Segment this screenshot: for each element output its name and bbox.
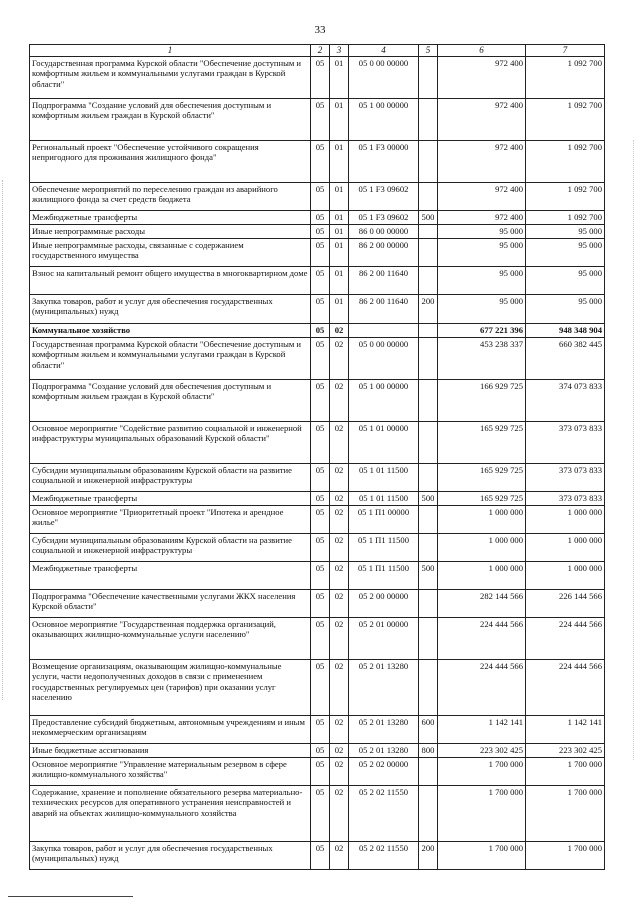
cell-name: Закупка товаров, работ и услуг для обеспечения государственных (муниципальных) нужд bbox=[30, 294, 311, 323]
cell-subsection: 02 bbox=[330, 533, 349, 561]
cell-subsection: 02 bbox=[330, 421, 349, 463]
cell-section: 05 bbox=[311, 210, 330, 224]
table-row bbox=[30, 323, 605, 337]
cell-target-code: 05 2 01 00000 bbox=[349, 617, 419, 659]
cell-target-code: 05 1 F3 09602 bbox=[349, 210, 419, 224]
cell-expense-type bbox=[419, 617, 438, 659]
footer-rule bbox=[8, 896, 133, 897]
cell-subsection: 02 bbox=[330, 505, 349, 533]
cell-amount-year1: 677 221 396 bbox=[438, 323, 526, 337]
cell-target-code: 05 0 00 00000 bbox=[349, 56, 419, 98]
cell-amount-year2: 1 000 000 bbox=[526, 533, 605, 561]
table-row bbox=[30, 561, 605, 589]
cell-amount-year1: 1 000 000 bbox=[438, 533, 526, 561]
cell-expense-type bbox=[419, 463, 438, 491]
cell-amount-year1: 166 929 725 bbox=[438, 379, 526, 421]
cell-amount-year1: 224 444 566 bbox=[438, 659, 526, 715]
cell-amount-year1: 972 400 bbox=[438, 56, 526, 98]
cell-expense-type bbox=[419, 505, 438, 533]
cell-amount-year2: 1 000 000 bbox=[526, 505, 605, 533]
cell-amount-year2: 1 700 000 bbox=[526, 841, 605, 869]
cell-expense-type bbox=[419, 140, 438, 182]
column-header: 1 bbox=[30, 45, 311, 57]
cell-expense-type: 600 bbox=[419, 715, 438, 743]
scan-artifact bbox=[2, 180, 4, 700]
cell-subsection: 02 bbox=[330, 589, 349, 617]
cell-expense-type bbox=[419, 98, 438, 140]
cell-name: Подпрограмма "Обеспечение качественными услугами ЖКХ населения Курской области" bbox=[30, 589, 311, 617]
cell-target-code: 05 1 01 00000 bbox=[349, 421, 419, 463]
cell-expense-type: 200 bbox=[419, 294, 438, 323]
cell-target-code: 05 1 П1 11500 bbox=[349, 561, 419, 589]
cell-name: Субсидии муниципальным образованиям Курской области на развитие социальной и инженерной инфраструктуры bbox=[30, 463, 311, 491]
cell-target-code: 05 2 02 00000 bbox=[349, 757, 419, 785]
cell-section: 05 bbox=[311, 421, 330, 463]
cell-section: 05 bbox=[311, 337, 330, 379]
table-row bbox=[30, 266, 605, 294]
cell-name: Иные непрограммные расходы, связанные с содержанием государственного имущества bbox=[30, 238, 311, 266]
table-row bbox=[30, 210, 605, 224]
table-header-row bbox=[30, 45, 605, 57]
cell-amount-year1: 165 929 725 bbox=[438, 491, 526, 505]
cell-name: Государственная программа Курской области "Обеспечение доступным и комфортным жильем и коммунальными услугами граждан в Курской области" bbox=[30, 56, 311, 98]
cell-section: 05 bbox=[311, 715, 330, 743]
cell-expense-type: 500 bbox=[419, 210, 438, 224]
cell-amount-year1: 972 400 bbox=[438, 140, 526, 182]
budget-table bbox=[29, 44, 605, 870]
cell-target-code: 05 1 П1 11500 bbox=[349, 533, 419, 561]
cell-amount-year2: 95 000 bbox=[526, 294, 605, 323]
cell-amount-year1: 1 700 000 bbox=[438, 841, 526, 869]
cell-subsection: 02 bbox=[330, 561, 349, 589]
cell-amount-year2: 1 700 000 bbox=[526, 785, 605, 841]
cell-name: Содержание, хранение и пополнение обязательного резерва материально-технических ресурсов для оперативного устранения неисправностей и аварий на объектах жилищно-коммунального хозяйства bbox=[30, 785, 311, 841]
table-row bbox=[30, 757, 605, 785]
scan-artifact bbox=[633, 140, 635, 760]
cell-subsection: 02 bbox=[330, 659, 349, 715]
cell-expense-type: 800 bbox=[419, 743, 438, 757]
cell-target-code: 05 1 00 00000 bbox=[349, 98, 419, 140]
cell-amount-year2: 224 444 566 bbox=[526, 617, 605, 659]
cell-name: Региональный проект "Обеспечение устойчивого сокращения непригодного для проживания жилищного фонда" bbox=[30, 140, 311, 182]
cell-amount-year2: 226 144 566 bbox=[526, 589, 605, 617]
cell-name: Закупка товаров, работ и услуг для обеспечения государственных (муниципальных) нужд bbox=[30, 841, 311, 869]
table-row bbox=[30, 491, 605, 505]
cell-subsection: 02 bbox=[330, 379, 349, 421]
table-row bbox=[30, 785, 605, 841]
cell-section: 05 bbox=[311, 533, 330, 561]
cell-name: Предоставление субсидий бюджетным, автономным учреждениям и иным некоммерческим организациям bbox=[30, 715, 311, 743]
cell-section: 05 bbox=[311, 323, 330, 337]
cell-amount-year1: 1 700 000 bbox=[438, 785, 526, 841]
cell-amount-year2: 948 348 904 bbox=[526, 323, 605, 337]
table-row bbox=[30, 743, 605, 757]
cell-expense-type bbox=[419, 238, 438, 266]
cell-target-code: 86 0 00 00000 bbox=[349, 224, 419, 238]
cell-subsection: 02 bbox=[330, 757, 349, 785]
cell-name: Межбюджетные трансферты bbox=[30, 561, 311, 589]
cell-expense-type bbox=[419, 785, 438, 841]
column-header: 2 bbox=[311, 45, 330, 57]
cell-amount-year2: 660 382 445 bbox=[526, 337, 605, 379]
cell-target-code: 05 2 02 11550 bbox=[349, 785, 419, 841]
column-header: 4 bbox=[349, 45, 419, 57]
cell-amount-year2: 374 073 833 bbox=[526, 379, 605, 421]
cell-amount-year2: 95 000 bbox=[526, 224, 605, 238]
cell-section: 05 bbox=[311, 238, 330, 266]
cell-section: 05 bbox=[311, 98, 330, 140]
cell-amount-year1: 95 000 bbox=[438, 266, 526, 294]
cell-amount-year2: 1 092 700 bbox=[526, 210, 605, 224]
cell-name: Межбюджетные трансферты bbox=[30, 491, 311, 505]
cell-expense-type bbox=[419, 266, 438, 294]
cell-amount-year1: 165 929 725 bbox=[438, 421, 526, 463]
cell-amount-year2: 1 092 700 bbox=[526, 182, 605, 210]
cell-section: 05 bbox=[311, 224, 330, 238]
cell-amount-year2: 373 073 833 bbox=[526, 463, 605, 491]
cell-target-code: 86 2 00 11640 bbox=[349, 294, 419, 323]
cell-section: 05 bbox=[311, 785, 330, 841]
cell-expense-type bbox=[419, 533, 438, 561]
cell-section: 05 bbox=[311, 841, 330, 869]
table-row bbox=[30, 337, 605, 379]
cell-subsection: 01 bbox=[330, 294, 349, 323]
cell-target-code: 86 2 00 11640 bbox=[349, 266, 419, 294]
cell-name: Субсидии муниципальным образованиям Курской области на развитие социальной и инженерной инфраструктуры bbox=[30, 533, 311, 561]
cell-amount-year2: 95 000 bbox=[526, 238, 605, 266]
cell-subsection: 02 bbox=[330, 715, 349, 743]
cell-amount-year1: 972 400 bbox=[438, 182, 526, 210]
cell-subsection: 01 bbox=[330, 98, 349, 140]
cell-amount-year1: 224 444 566 bbox=[438, 617, 526, 659]
cell-section: 05 bbox=[311, 617, 330, 659]
cell-amount-year2: 373 073 833 bbox=[526, 421, 605, 463]
cell-target-code: 05 2 01 13280 bbox=[349, 659, 419, 715]
cell-target-code: 05 1 00 00000 bbox=[349, 379, 419, 421]
cell-expense-type: 200 bbox=[419, 841, 438, 869]
cell-expense-type bbox=[419, 56, 438, 98]
cell-name: Государственная программа Курской области "Обеспечение доступным и комфортным жильем и коммунальными услугами граждан в Курской области" bbox=[30, 337, 311, 379]
cell-expense-type bbox=[419, 337, 438, 379]
cell-expense-type bbox=[419, 421, 438, 463]
cell-name: Взнос на капитальный ремонт общего имущества в многоквартирном доме bbox=[30, 266, 311, 294]
cell-amount-year2: 1 092 700 bbox=[526, 140, 605, 182]
cell-name: Основное мероприятие "Государственная поддержка организаций, оказывающих жилищно-коммунальные услуги населению" bbox=[30, 617, 311, 659]
cell-section: 05 bbox=[311, 56, 330, 98]
cell-target-code: 05 1 П1 00000 bbox=[349, 505, 419, 533]
table-row bbox=[30, 659, 605, 715]
cell-amount-year1: 95 000 bbox=[438, 238, 526, 266]
cell-expense-type bbox=[419, 659, 438, 715]
cell-target-code: 05 2 01 13280 bbox=[349, 743, 419, 757]
cell-name: Обеспечение мероприятий по переселению граждан из аварийного жилищного фонда за счет средств бюджета bbox=[30, 182, 311, 210]
cell-expense-type bbox=[419, 757, 438, 785]
table-row bbox=[30, 841, 605, 869]
page-number: 33 bbox=[314, 24, 326, 36]
cell-subsection: 02 bbox=[330, 785, 349, 841]
cell-name: Основное мероприятие "Приоритетный проект "Ипотека и арендное жилье" bbox=[30, 505, 311, 533]
table-row bbox=[30, 224, 605, 238]
cell-amount-year2: 223 302 425 bbox=[526, 743, 605, 757]
cell-name: Иные непрограммные расходы bbox=[30, 224, 311, 238]
table-row bbox=[30, 238, 605, 266]
cell-subsection: 01 bbox=[330, 238, 349, 266]
table-body bbox=[30, 56, 605, 869]
table-row bbox=[30, 589, 605, 617]
cell-target-code: 86 2 00 00000 bbox=[349, 238, 419, 266]
cell-amount-year2: 95 000 bbox=[526, 266, 605, 294]
table-row bbox=[30, 505, 605, 533]
cell-amount-year1: 1 700 000 bbox=[438, 757, 526, 785]
cell-section: 05 bbox=[311, 463, 330, 491]
cell-target-code: 05 2 00 00000 bbox=[349, 589, 419, 617]
cell-subsection: 01 bbox=[330, 224, 349, 238]
cell-expense-type: 500 bbox=[419, 561, 438, 589]
cell-amount-year1: 972 400 bbox=[438, 210, 526, 224]
cell-amount-year2: 1 092 700 bbox=[526, 56, 605, 98]
cell-expense-type bbox=[419, 589, 438, 617]
cell-subsection: 01 bbox=[330, 266, 349, 294]
cell-section: 05 bbox=[311, 561, 330, 589]
cell-amount-year1: 95 000 bbox=[438, 294, 526, 323]
cell-section: 05 bbox=[311, 757, 330, 785]
cell-name: Основное мероприятие "Управление материальным резервом в сфере жилищно-коммунального хозяйства" bbox=[30, 757, 311, 785]
cell-amount-year2: 1 142 141 bbox=[526, 715, 605, 743]
cell-name: Основное мероприятие "Содействие развитию социальной и инженерной инфраструктуры муниципальных образований Курской области" bbox=[30, 421, 311, 463]
cell-subsection: 02 bbox=[330, 617, 349, 659]
table-row bbox=[30, 182, 605, 210]
cell-target-code: 05 1 01 11500 bbox=[349, 491, 419, 505]
cell-subsection: 02 bbox=[330, 323, 349, 337]
cell-target-code bbox=[349, 323, 419, 337]
cell-amount-year2: 224 444 566 bbox=[526, 659, 605, 715]
cell-target-code: 05 2 01 13280 bbox=[349, 715, 419, 743]
cell-subsection: 01 bbox=[330, 56, 349, 98]
cell-expense-type bbox=[419, 379, 438, 421]
cell-amount-year2: 1 700 000 bbox=[526, 757, 605, 785]
cell-amount-year1: 1 142 141 bbox=[438, 715, 526, 743]
cell-section: 05 bbox=[311, 491, 330, 505]
table-row bbox=[30, 715, 605, 743]
table-row bbox=[30, 56, 605, 98]
table-row bbox=[30, 533, 605, 561]
cell-section: 05 bbox=[311, 589, 330, 617]
column-header: 7 bbox=[526, 45, 605, 57]
cell-name: Межбюджетные трансферты bbox=[30, 210, 311, 224]
cell-section: 05 bbox=[311, 659, 330, 715]
cell-name: Возмещение организациям, оказывающим жилищно-коммунальные услуги, части недополученных доходов в связи с применением государственных регулируемых цен (тарифов) при оказании услуг населению bbox=[30, 659, 311, 715]
cell-name: Иные бюджетные ассигнования bbox=[30, 743, 311, 757]
cell-section: 05 bbox=[311, 294, 330, 323]
cell-section: 05 bbox=[311, 140, 330, 182]
cell-target-code: 05 0 00 00000 bbox=[349, 337, 419, 379]
cell-subsection: 01 bbox=[330, 182, 349, 210]
cell-subsection: 01 bbox=[330, 140, 349, 182]
cell-amount-year1: 972 400 bbox=[438, 98, 526, 140]
cell-target-code: 05 1 01 11500 bbox=[349, 463, 419, 491]
cell-target-code: 05 1 F3 00000 bbox=[349, 140, 419, 182]
cell-name: Коммунальное хозяйство bbox=[30, 323, 311, 337]
cell-amount-year1: 1 000 000 bbox=[438, 561, 526, 589]
cell-expense-type bbox=[419, 323, 438, 337]
table-row bbox=[30, 379, 605, 421]
cell-name: Подпрограмма "Создание условий для обеспечения доступным и комфортным жильем граждан в Курской области" bbox=[30, 98, 311, 140]
cell-expense-type bbox=[419, 182, 438, 210]
cell-subsection: 02 bbox=[330, 841, 349, 869]
cell-amount-year2: 373 073 833 bbox=[526, 491, 605, 505]
table-row bbox=[30, 294, 605, 323]
cell-amount-year1: 95 000 bbox=[438, 224, 526, 238]
cell-amount-year1: 165 929 725 bbox=[438, 463, 526, 491]
column-header: 5 bbox=[419, 45, 438, 57]
cell-target-code: 05 1 F3 09602 bbox=[349, 182, 419, 210]
column-header: 3 bbox=[330, 45, 349, 57]
cell-section: 05 bbox=[311, 379, 330, 421]
cell-section: 05 bbox=[311, 743, 330, 757]
cell-amount-year1: 223 302 425 bbox=[438, 743, 526, 757]
cell-section: 05 bbox=[311, 182, 330, 210]
cell-expense-type bbox=[419, 224, 438, 238]
table-row bbox=[30, 421, 605, 463]
table-row bbox=[30, 98, 605, 140]
cell-section: 05 bbox=[311, 266, 330, 294]
table-row bbox=[30, 617, 605, 659]
cell-subsection: 01 bbox=[330, 210, 349, 224]
cell-subsection: 02 bbox=[330, 463, 349, 491]
cell-subsection: 02 bbox=[330, 743, 349, 757]
cell-amount-year1: 453 238 337 bbox=[438, 337, 526, 379]
column-header: 6 bbox=[438, 45, 526, 57]
cell-amount-year2: 1 092 700 bbox=[526, 98, 605, 140]
cell-amount-year1: 282 144 566 bbox=[438, 589, 526, 617]
table-row bbox=[30, 140, 605, 182]
cell-target-code: 05 2 02 11550 bbox=[349, 841, 419, 869]
cell-name: Подпрограмма "Создание условий для обеспечения доступным и комфортным жильем граждан в Курской области" bbox=[30, 379, 311, 421]
cell-amount-year1: 1 000 000 bbox=[438, 505, 526, 533]
cell-subsection: 02 bbox=[330, 337, 349, 379]
cell-amount-year2: 1 000 000 bbox=[526, 561, 605, 589]
cell-expense-type: 500 bbox=[419, 491, 438, 505]
cell-section: 05 bbox=[311, 505, 330, 533]
cell-subsection: 02 bbox=[330, 491, 349, 505]
table-row bbox=[30, 463, 605, 491]
